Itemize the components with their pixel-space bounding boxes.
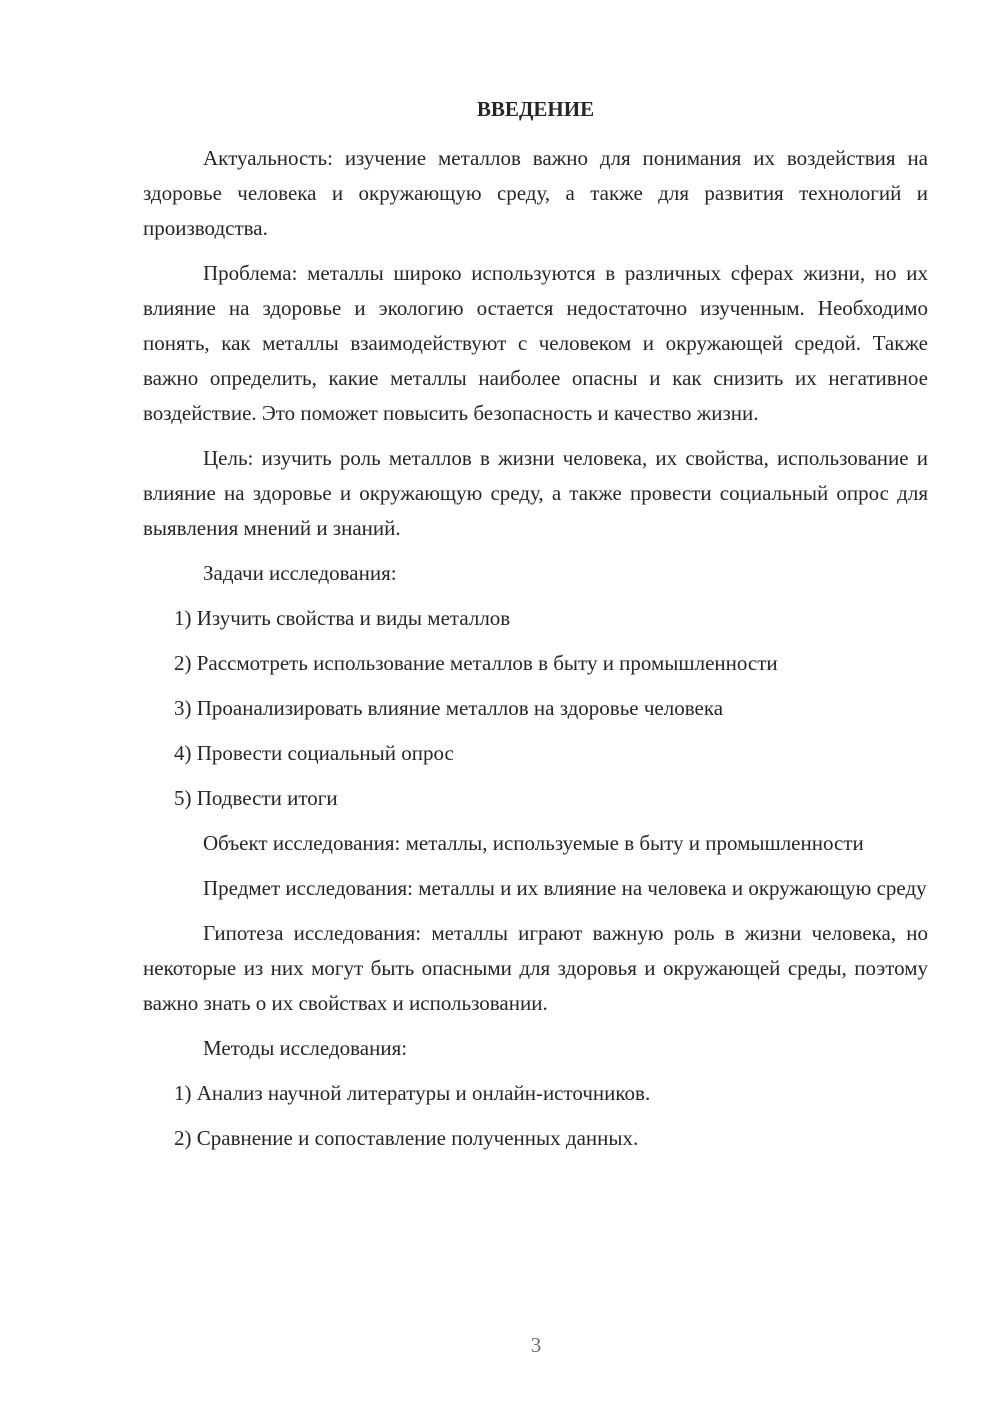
hypothesis-paragraph: Гипотеза исследования: металлы играют важную роль в жизни человека, но некоторые из них могут быть опасными для здоровья и окружающей среды, поэтому важно знать о их свойствах и использовании. (143, 921, 928, 1015)
task-item: 1) Изучить свойства и виды металлов (174, 606, 511, 630)
task-item: 4) Провести социальный опрос (174, 741, 454, 765)
task-item: 5) Подвести итоги (174, 786, 338, 810)
task-item: 2) Рассмотреть использование металлов в быту и промышленности (174, 651, 778, 675)
page-title: ВВЕДЕНИЕ (476, 97, 595, 121)
page-content (143, 92, 928, 1166)
method-item: 1) Анализ научной литературы и онлайн-источников. (174, 1081, 651, 1105)
relevance-paragraph: Актуальность: изучение металлов важно для понимания их воздействия на здоровье человека и окружающую среду, а также для развития технологий и производства. (143, 146, 928, 240)
task-item: 3) Проанализировать влияние металлов на здоровье человека (174, 696, 724, 720)
tasks-heading: Задачи исследования: (203, 561, 397, 585)
goal-paragraph: Цель: изучить роль металлов в жизни человека, их свойства, использование и влияние на здоровье и окружающую среду, а также провести социальный опрос для выявления мнений и знаний. (143, 446, 928, 540)
page-number: 3 (530, 1333, 542, 1357)
methods-heading: Методы исследования: (203, 1036, 408, 1060)
subject-paragraph: Предмет исследования: металлы и их влияние на человека и окружающую среду (203, 876, 927, 900)
object-paragraph: Объект исследования: металлы, используемые в быту и промышленности (203, 831, 864, 855)
problem-paragraph: Проблема: металлы широко используются в различных сферах жизни, но их влияние на здоровье и экологию остается недостаточно изученным. Необходимо понять, как металлы взаимодействуют с человеком и окружающей средой. Также важно определить, какие металлы наиболее опасны и как снизить их негативное воздействие. Это поможет повысить безопасность и качество жизни. (143, 261, 928, 425)
method-item: 2) Сравнение и сопоставление полученных данных. (174, 1126, 639, 1150)
